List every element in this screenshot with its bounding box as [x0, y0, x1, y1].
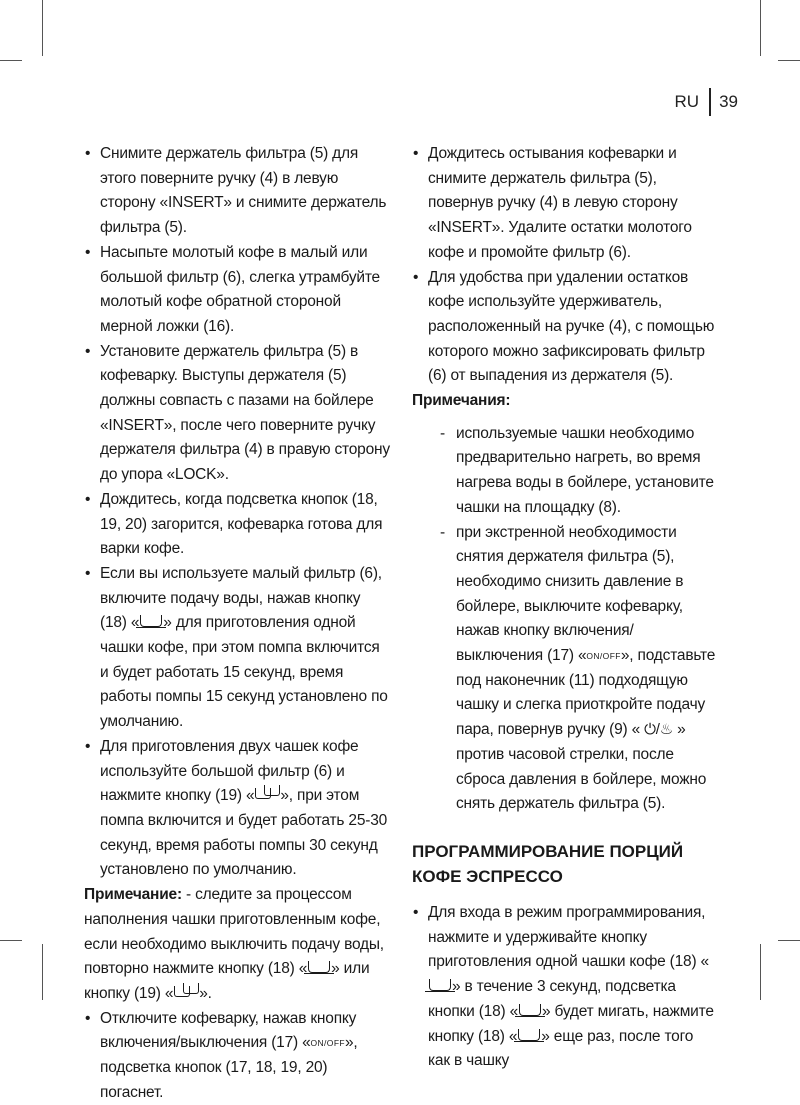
list-item: - при экстренной необходимости снятия держателя фильтра (5), необходимо снизить давление в бойлере, выключите кофеварку, нажав кнопку включения/выключения (17) «ON/OFF», подставьте под наконечник (11) подходящую чашку и слегка приоткройте подачу пара, повернув ручку (9) « ⏻/♨ » против часовой стрелки, после сброса давления в бойлере, можно снять держатель фильтра (5). — [440, 521, 718, 817]
list-item: • Установите держатель фильтра (5) в кофеварку. Выступы держателя (5) должны совпасть с пазами на бойлере «INSERT», после чего поверните ручку держателя фильтра (4) в правую сторону до упора «LOCK». — [84, 340, 390, 488]
instruction-list — [84, 1007, 390, 1105]
crop-mark — [42, 0, 43, 56]
list-item: • Для входа в режим программирования, нажмите и удерживайте кнопку приготовления одной чашки кофе (18) «» в течение 3 секунд, подсветка кнопки (18) « » будет мигать, нажмите кнопку (18) « » еще раз, после того как в чашку — [412, 901, 718, 1074]
page-header — [675, 88, 738, 116]
crop-mark — [778, 940, 800, 941]
steam-knob-icon: ⏻/♨ — [644, 721, 673, 739]
instruction-list — [84, 142, 390, 883]
crop-mark — [760, 0, 761, 56]
crop-mark — [760, 944, 761, 1000]
one-cup-icon — [518, 1029, 540, 1041]
crop-mark — [778, 60, 800, 61]
two-cups-icon — [255, 784, 279, 800]
list-item: • Для приготовления двух чашек кофе используйте большой фильтр (6) и нажмите кнопку (19) « », при этом помпа включится и будет работать 25-30 секунд, время работы помпы 30 секунд установлено по умолчанию. — [84, 735, 390, 883]
page-number: 39 — [719, 92, 738, 111]
notes-list — [412, 422, 718, 817]
list-item: • Дождитесь остывания кофеварки и снимите держатель фильтра (5), повернув ручку (4) в левую сторону «INSERT». Удалите остатки молотого кофе и промойте фильтр (6). — [412, 142, 718, 266]
header-divider — [709, 88, 711, 116]
instruction-list — [412, 142, 718, 389]
list-item: - используемые чашки необходимо предварительно нагреть, во время нагрева воды в бойлере, установите чашки на площадку (8). — [440, 422, 718, 521]
notes-heading: Примечания: — [412, 392, 511, 410]
list-item: • Отключите кофеварку, нажав кнопку включения/выключения (17) «ON/OFF», подсветка кнопок (17, 18, 19, 20) погаснет. — [84, 1007, 390, 1105]
one-cup-icon — [429, 979, 451, 991]
note-paragraph: Примечание: - следите за процессом наполнения чашки приготовленным кофе, если необходимо выключить подачу воды, повторно нажмите кнопку (18) « » или кнопку (19) « ». — [84, 886, 384, 1002]
crop-mark — [42, 944, 43, 1000]
list-item: • Если вы используете малый фильтр (6), включите подачу воды, нажав кнопку (18) « » для приготовления одной чашки кофе, при этом помпа включится и будет работать 15 секунд, время работы помпы 15 секунд установлено по умолчанию. — [84, 562, 390, 735]
note-label: Примечание: — [84, 886, 182, 904]
list-item: • Для удобства при удалении остатков кофе используйте удерживатель, расположенный на ручке (4), с помощью которого можно зафиксировать фильтр (6) от выпадения из держателя (5). — [412, 266, 718, 390]
one-cup-icon — [519, 1004, 541, 1016]
on-off-icon: ON/OFF — [586, 651, 621, 662]
instruction-list — [412, 901, 718, 1074]
one-cup-icon — [308, 961, 330, 973]
on-off-icon: ON/OFF — [310, 1038, 346, 1049]
section-title: ПРОГРАММИРОВАНИЕ ПОРЦИЙ КОФЕ ЭСПРЕССО — [412, 841, 684, 886]
list-item: • Снимите держатель фильтра (5) для этого поверните ручку (4) в левую сторону «INSERT» и снимите держатель фильтра (5). — [84, 142, 390, 241]
left-column — [84, 142, 390, 1105]
right-column — [412, 142, 718, 1074]
language-code: RU — [674, 92, 700, 111]
two-cups-icon — [174, 982, 198, 998]
crop-mark — [0, 60, 22, 61]
list-item: • Дождитесь, когда подсветка кнопок (18, 19, 20) загорится, кофеварка готова для варки кофе. — [84, 488, 390, 562]
one-cup-icon — [140, 615, 162, 627]
list-item: • Насыпьте молотый кофе в малый или большой фильтр (6), слегка утрамбуйте молотый кофе обратной стороной мерной ложки (16). — [84, 241, 390, 340]
crop-mark — [0, 940, 22, 941]
